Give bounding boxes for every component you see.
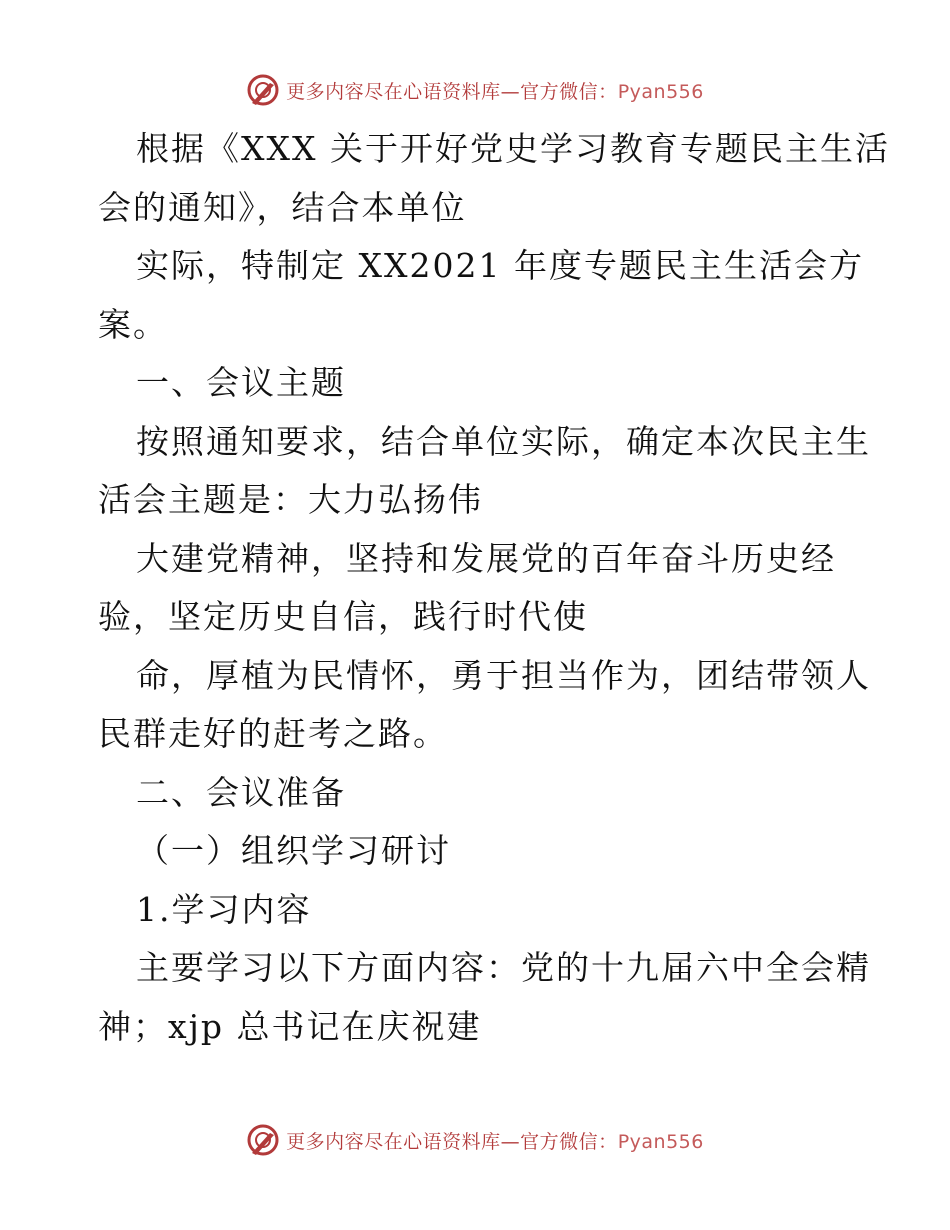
text-line: 神；xjp 总书记在庆祝建 [98,1006,482,1046]
pen-logo-icon [246,1123,280,1157]
subsection-heading: 1.学习内容 [136,889,312,929]
banner-site: 更多内容尽在心语资料库 [286,1130,501,1153]
section-heading: 二、会议准备 [136,772,346,812]
text-line: 案。 [98,304,168,344]
text-line: 活会主题是：大力弘扬伟 [98,480,483,519]
banner-wechat-id: Pyan556 [617,1130,704,1153]
banner-separator: — [500,80,521,103]
subsection-heading: （一）组织学习研讨 [136,831,451,870]
banner-separator: — [500,1130,521,1153]
banner-site: 更多内容尽在心语资料库 [286,80,501,103]
text-line: 实际，特制定 XX2021 年度专题民主生活会方 [136,246,864,285]
footer-banner [0,1120,950,1160]
header-banner [0,70,950,110]
section-heading: 一、会议主题 [136,363,346,402]
text-line: 按照通知要求，结合单位实际，确定本次民主生 [136,421,871,461]
pen-logo-icon [246,73,280,107]
text-line: 会的通知》，结合本单位 [98,187,467,227]
text-line: 验，坚定历史自信，践行时代使 [98,597,588,636]
text-line: 命，厚植为民情怀，勇于担当作为，团结带领人 [136,655,871,695]
banner-text [286,77,704,104]
banner-wechat-id: Pyan556 [617,80,704,103]
banner-wechat-label: 官方微信： [520,1130,618,1153]
text-line: 根据《XXX 关于开好党史学习教育专题民主生活 [136,129,890,168]
banner-text [286,1127,704,1154]
text-line: 主要学习以下方面内容：党的十九届六中全会精 [136,948,871,987]
document-body [98,120,890,1056]
text-line: 民群走好的赶考之路。 [98,714,448,753]
banner-wechat-label: 官方微信： [520,80,618,103]
text-line: 大建党精神，坚持和发展党的百年奋斗历史经 [136,538,836,578]
